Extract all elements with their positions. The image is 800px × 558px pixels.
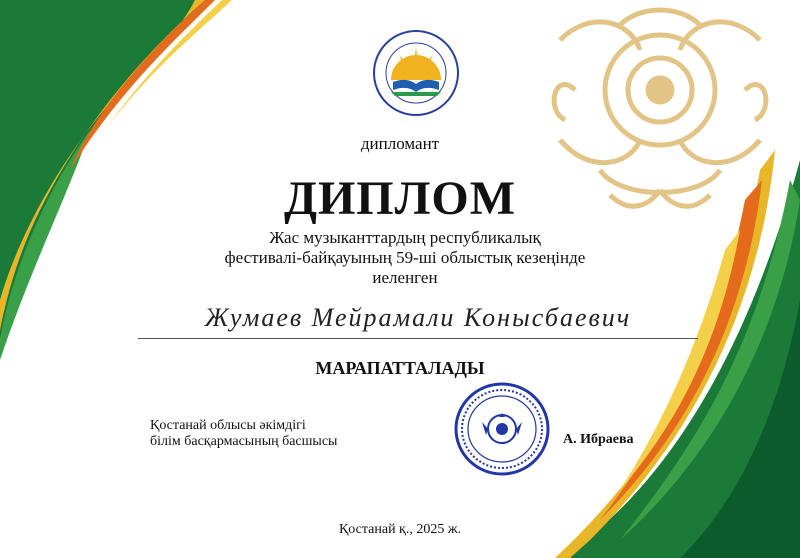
signatory-title — [150, 418, 410, 450]
education-department-logo — [371, 28, 461, 118]
signatory-title-line: білім басқармасының басшысы — [150, 434, 338, 449]
signatory-name: А. Ибраева — [563, 432, 634, 447]
place-and-date: Қостанай қ., 2025 ж. — [338, 522, 462, 537]
award-reason-line: иеленген — [372, 268, 438, 287]
recipient-underline — [138, 338, 698, 339]
diploma-title: ДИПЛОМ — [283, 172, 517, 225]
award-reason — [150, 228, 660, 288]
award-statement: МАРАПАТТАЛАДЫ — [315, 358, 485, 378]
award-reason-line: Жас музыканттардың республикалық — [269, 228, 541, 247]
recipient-name: Жумаев Мейрамали Конысбаевич — [204, 303, 632, 332]
signatory-title-line: Қостанай облысы әкімдігі — [150, 418, 306, 433]
award-reason-line: фестивалі-байқауының 59-ші облыстық кезеңінде — [224, 248, 586, 267]
logo-base — [391, 92, 441, 96]
official-seal — [452, 380, 552, 478]
diploma-subtitle: дипломант — [360, 134, 440, 153]
